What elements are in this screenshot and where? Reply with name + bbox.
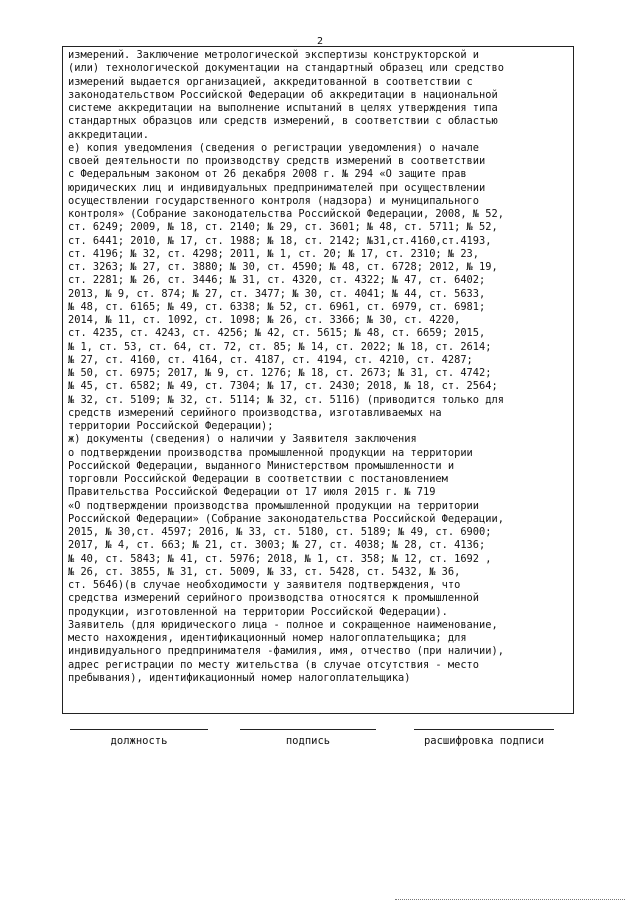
position-field — [70, 729, 208, 747]
text-line: Заявитель (для юридического лица - полное и сокращенное наименование, — [68, 618, 498, 631]
text-line: Правительства Российской Федерации от 17 июля 2015 г. № 719 — [68, 486, 436, 499]
text-line: юридических лиц и индивидуальных предпринимателей при осуществлении — [68, 181, 486, 194]
page-number: 2 — [316, 36, 324, 47]
text-line: 2015, № 30,ст. 4597; 2016, № 33, ст. 5180, ст. 5189; № 49, ст. 6900; — [68, 526, 492, 538]
text-line: № 40, ст. 5843; № 41, ст. 5976; 2018, № 1, ст. 358; № 12, ст. 1692 , — [68, 552, 492, 565]
text-line: системе аккредитации на выполнение испытаний в целях утверждения типа — [68, 102, 498, 114]
text-line: ст. 4196; № 32, ст. 4298; 2011, № 1, ст. 20; № 17, ст. 2310; № 23, — [68, 247, 480, 260]
position-line — [70, 729, 208, 730]
text-line: Российской Федерации» (Собрание законодательства Российской Федерации, — [68, 512, 504, 525]
text-line: о подтверждении производства промышленной продукции на территории — [68, 446, 473, 459]
signature-field — [240, 729, 376, 747]
text-line: ст. 6441; 2010, № 17, ст. 1988; № 18, ст. 2142; №31,ст.4160,ст.4193, — [68, 234, 492, 247]
text-line: аккредитации. — [68, 128, 149, 141]
text-line: ст. 6249; 2009, № 18, ст. 2140; № 29, ст. 3601; № 48, ст. 5711; № 52, — [68, 221, 498, 234]
text-line: № 45, ст. 6582; № 49, ст. 7304; № 17, ст. 2430; 2018, № 18, ст. 2564; — [68, 380, 498, 393]
text-line: стандартных образцов или средств измерений, в соответствии с областью — [68, 115, 498, 128]
document-frame — [62, 46, 574, 714]
text-line: адрес регистрации по месту жительства (в случае отсутствия - место — [68, 658, 480, 671]
text-line: Российской Федерации, выданного Министерством промышленности и — [68, 459, 455, 472]
position-label: должность — [110, 735, 168, 747]
name-line — [414, 729, 554, 730]
signature-label: подпись — [285, 735, 331, 747]
signature-line — [240, 729, 376, 730]
text-line: измерений. Заключение метрологической экспертизы конструкторской и — [68, 49, 480, 61]
text-line: № 26, ст. 3855, № 31, ст. 5009, № 33, ст. 5428, ст. 5432, № 36, — [68, 565, 461, 578]
text-line: 2014, № 11, ст. 1092, ст. 1098; № 26, ст. 3366; № 30, ст. 4220, — [68, 314, 461, 326]
text-line: № 1, ст. 53, ст. 64, ст. 72, ст. 85; № 14, ст. 2022; № 18, ст. 2614; — [68, 340, 492, 353]
signature-block — [62, 729, 574, 753]
name-field — [414, 729, 554, 747]
text-line: № 27, ст. 4160, ст. 4164, ст. 4187, ст. 4194, ст. 4210, ст. 4287; — [68, 353, 473, 366]
text-line: «О подтверждении производства промышленной продукции на территории — [68, 499, 480, 512]
text-line: ст. 3263; № 27, ст. 3880; № 30, ст. 4590; № 48, ст. 6728; 2012, № 19, — [68, 261, 498, 273]
text-line: ж) документы (сведения) о наличии у Заявителя заключения — [68, 433, 417, 446]
text-line: законодательством Российской Федерации об аккредитации в национальной — [68, 88, 498, 101]
text-line: ст. 2281; № 26, ст. 3446; № 31, ст. 4320, ст. 4322; № 47, ст. 6402; — [68, 274, 486, 287]
text-line: № 32, ст. 5109; № 32, ст. 5114; № 32, ст. 5116) (приводится только для — [68, 393, 504, 406]
text-line: № 50, ст. 6975; 2017, № 9, ст. 1276; № 18, ст. 2673; № 31, ст. 4742; — [68, 367, 492, 379]
text-line: № 48, ст. 6165; № 49, ст. 6338; № 52, ст. 6961, ст. 6979, ст. 6981; — [68, 300, 486, 313]
text-line: 2017, № 4, ст. 663; № 21, ст. 3003; № 27, ст. 4038; № 28, ст. 4136; — [68, 539, 486, 552]
text-line: продукции, изготовленной на территории Российской Федерации). — [68, 605, 448, 618]
text-line: своей деятельности по производству средств измерений в соответствии — [68, 155, 486, 167]
text-line: контроля» (Собрание законодательства Российской Федерации, 2008, № 52, — [68, 208, 504, 220]
text-line: ст. 5646)(в случае необходимости у заявителя подтверждения, что — [68, 579, 461, 591]
text-line: ст. 4235, ст. 4243, ст. 4256; № 42, ст. 5615; № 48, ст. 6659; 2015, — [68, 327, 486, 340]
text-line: пребывания), идентификационный номер налогоплательщика) — [68, 671, 411, 684]
text-line: 2013, № 9, ст. 874; № 27, ст. 3477; № 30, ст. 4041; № 44, ст. 5633, — [68, 287, 486, 300]
text-line: с Федеральным законом от 26 декабря 2008 г. № 294 «О защите прав — [68, 168, 467, 181]
text-line: средств измерений серийного производства, изготавливаемых на — [68, 406, 442, 419]
text-line: измерений выдается организацией, аккредитованной в соответствии с — [68, 75, 473, 88]
text-line: (или) технологической документации на стандартный образец или средство — [68, 62, 504, 75]
text-line: е) копия уведомления (сведения о регистрации уведомления) о начале — [68, 141, 480, 154]
name-label: расшифровка подписи — [423, 735, 545, 747]
document-body — [68, 49, 568, 685]
text-line: место нахождения, идентификационный номер налогоплательщика; для — [68, 632, 467, 644]
scan-artifact — [395, 899, 625, 901]
text-line: торговли Российской Федерации в соответствии с постановлением — [68, 473, 448, 485]
text-line: индивидуального предпринимателя -фамилия, имя, отчество (при наличии), — [68, 645, 504, 658]
text-line: средства измерений серийного производства относятся к промышленной — [68, 592, 480, 605]
text-line: территории Российской Федерации); — [68, 420, 274, 432]
text-line: осуществлении государственного контроля (надзора) и муниципального — [68, 194, 480, 207]
